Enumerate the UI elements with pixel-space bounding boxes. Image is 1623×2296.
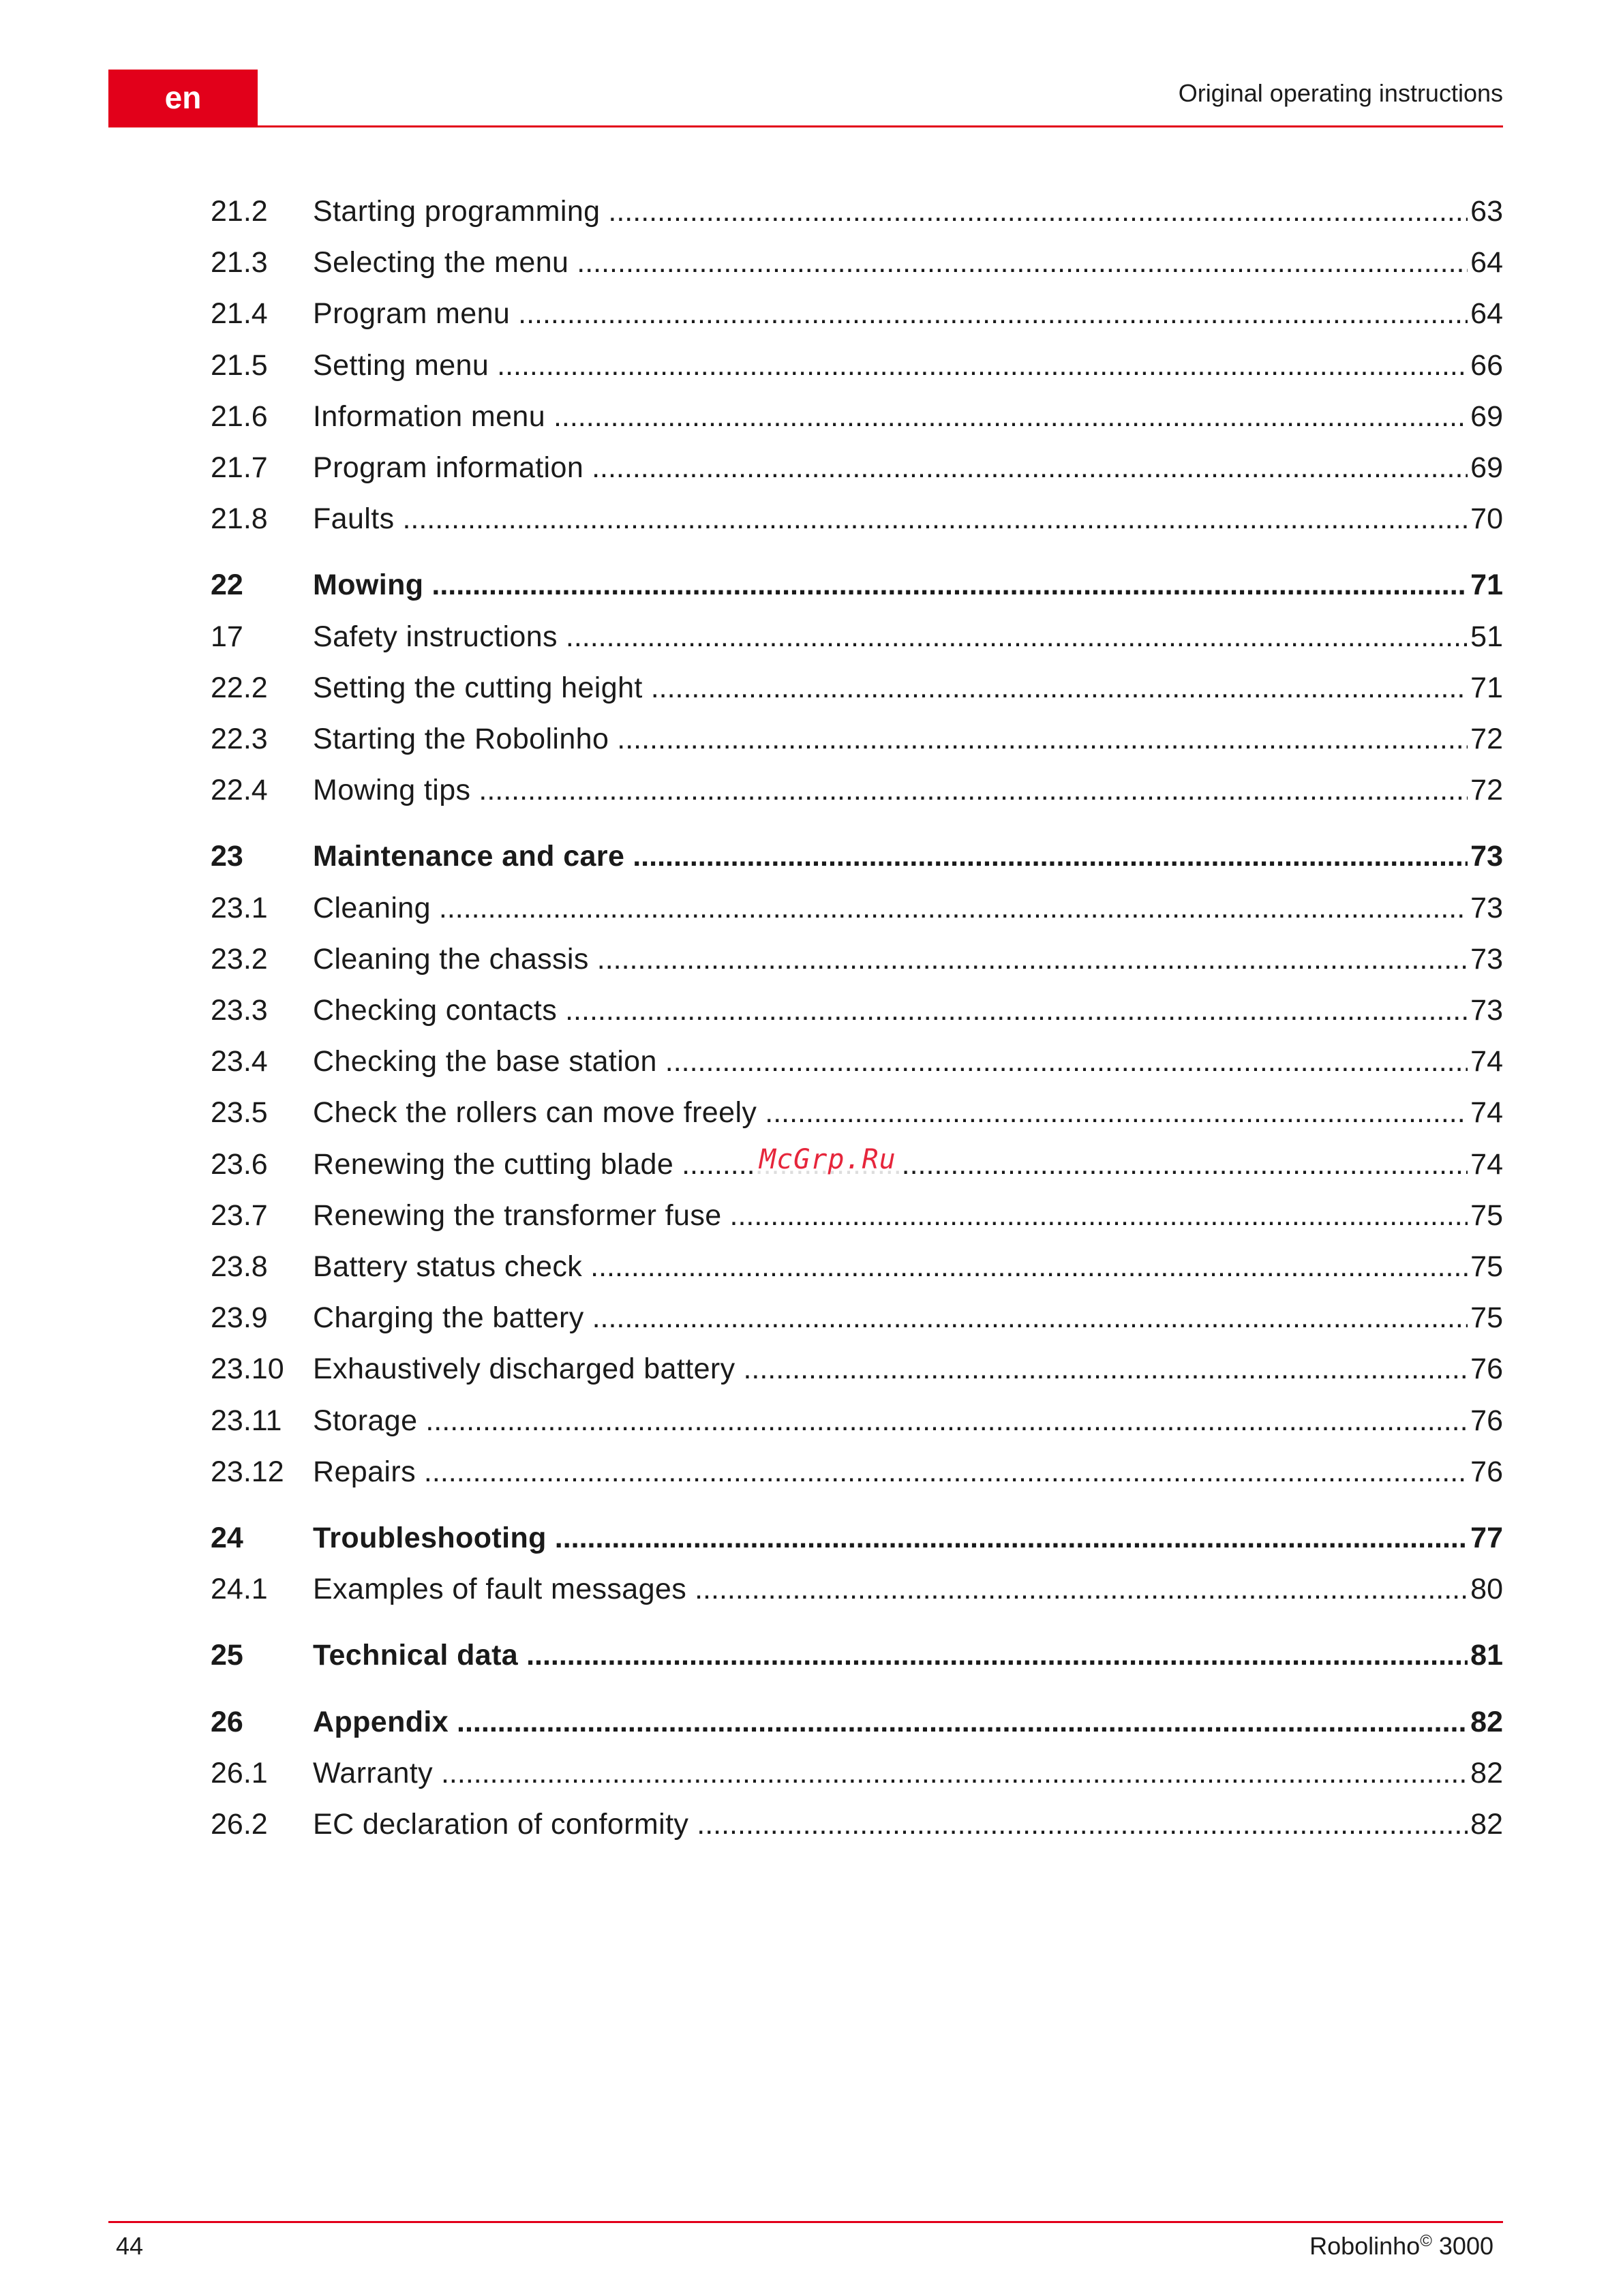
toc-entry[interactable] — [211, 498, 1503, 539]
toc-page-number: 63 — [1470, 195, 1503, 228]
toc-page-number: 51 — [1470, 620, 1503, 653]
toc-page-number: 75 — [1470, 1301, 1503, 1335]
toc-section-number: 26.1 — [211, 1756, 268, 1789]
toc-section-number: 23.1 — [211, 891, 268, 924]
toc-page-number: 82 — [1470, 1756, 1503, 1789]
toc-section-number: 17 — [211, 620, 243, 653]
toc-entry[interactable] — [211, 990, 1503, 1031]
toc-page-number: 82 — [1470, 1808, 1503, 1841]
toc-entry[interactable] — [211, 836, 1503, 877]
toc-page-number: 71 — [1470, 671, 1503, 704]
toc-page-number: 75 — [1470, 1250, 1503, 1283]
toc-section-title: Troubleshooting ..... — [313, 1517, 1468, 1558]
toc-page-number: 64 — [1470, 297, 1503, 331]
toc-page-number: 74 — [1470, 1147, 1503, 1181]
toc-section-number: 23 — [211, 840, 243, 873]
footer-product-name — [1309, 2232, 1493, 2261]
toc-entry[interactable] — [211, 1348, 1503, 1389]
toc-page-number: 73 — [1470, 994, 1503, 1027]
toc-entry[interactable] — [211, 770, 1503, 811]
toc-section-number: 21.7 — [211, 451, 268, 484]
watermark: McGrp.Ru — [755, 1144, 900, 1175]
header-divider — [108, 125, 1503, 127]
toc-entry[interactable] — [211, 888, 1503, 928]
toc-section-title: Selecting the menu ..... — [313, 242, 1468, 283]
toc-section-number: 23.10 — [211, 1353, 284, 1386]
toc-section-title: Starting programming ..... — [313, 191, 1468, 232]
toc-section-number: 24.1 — [211, 1573, 268, 1606]
toc-section-title: Setting menu ..... — [313, 345, 1468, 386]
toc-section-number: 24 — [211, 1522, 243, 1554]
toc-section-title: Mowing tips ..... — [313, 770, 1468, 811]
toc-entry[interactable] — [211, 1297, 1503, 1338]
toc-section-title: Technical data ..... — [313, 1635, 1468, 1676]
toc-entry[interactable] — [211, 1517, 1503, 1558]
toc-section-number: 21.2 — [211, 195, 268, 228]
toc-page-number: 66 — [1470, 348, 1503, 382]
toc-entry[interactable] — [211, 1092, 1503, 1133]
toc-section-number: 22.4 — [211, 774, 268, 807]
toc-section-number: 26.2 — [211, 1808, 268, 1841]
toc-entry[interactable] — [211, 242, 1503, 283]
toc-section-number: 22 — [211, 569, 243, 602]
toc-section-title: Setting the cutting height ..... — [313, 667, 1468, 708]
toc-entry[interactable] — [211, 293, 1503, 334]
toc-section-number: 23.12 — [211, 1455, 284, 1488]
toc-section-title: Repairs ..... — [313, 1451, 1468, 1492]
toc-section-number: 21.6 — [211, 399, 268, 433]
toc-page-number: 69 — [1470, 451, 1503, 484]
toc-page-number: 74 — [1470, 1096, 1503, 1130]
toc-entry[interactable] — [211, 564, 1503, 605]
toc-section-number: 23.2 — [211, 942, 268, 976]
toc-page-number: 72 — [1470, 774, 1503, 807]
toc-section-title: Check the rollers can move freely ..... — [313, 1092, 1468, 1133]
toc-section-title: Checking contacts ..... — [313, 990, 1468, 1031]
toc-entry[interactable] — [211, 1804, 1503, 1845]
document-header-title: Original operating instructions — [1178, 79, 1503, 107]
toc-entry[interactable] — [211, 1702, 1503, 1742]
toc-entry[interactable] — [211, 1753, 1503, 1794]
toc-section-title: Mowing ..... — [313, 564, 1468, 605]
toc-section-title: Charging the battery ..... — [313, 1297, 1468, 1338]
toc-entry[interactable] — [211, 1195, 1503, 1236]
toc-page-number: 73 — [1470, 840, 1503, 873]
toc-page-number: 73 — [1470, 891, 1503, 924]
toc-page-number: 77 — [1470, 1522, 1503, 1554]
toc-entry[interactable] — [211, 719, 1503, 759]
toc-section-number: 23.11 — [211, 1404, 282, 1437]
language-tab: en — [108, 70, 258, 125]
toc-section-number: 25 — [211, 1639, 243, 1672]
toc-section-title: Cleaning ..... — [313, 888, 1468, 928]
toc-entry[interactable] — [211, 1246, 1503, 1287]
toc-entry[interactable] — [211, 447, 1503, 488]
toc-section-number: 21.5 — [211, 348, 268, 382]
toc-page-number: 70 — [1470, 502, 1503, 536]
toc-entry[interactable] — [211, 1635, 1503, 1676]
toc-page-number: 73 — [1470, 942, 1503, 976]
toc-page-number: 71 — [1470, 569, 1503, 602]
toc-section-number: 23.4 — [211, 1045, 268, 1078]
toc-section-title: EC declaration of conformity ..... — [313, 1804, 1468, 1845]
toc-entry[interactable] — [211, 667, 1503, 708]
toc-page-number: 72 — [1470, 723, 1503, 755]
toc-section-title: Checking the base station ..... — [313, 1041, 1468, 1082]
toc-section-number: 23.7 — [211, 1198, 268, 1232]
toc-section-title: Starting the Robolinho ..... — [313, 719, 1468, 759]
toc-section-title: Program menu ..... — [313, 293, 1468, 334]
toc-section-title: Examples of fault messages ..... — [313, 1569, 1468, 1610]
toc-page-number: 76 — [1470, 1404, 1503, 1437]
toc-page-number: 74 — [1470, 1045, 1503, 1078]
toc-entry[interactable] — [211, 1400, 1503, 1441]
toc-entry[interactable] — [211, 345, 1503, 386]
toc-section-number: 26 — [211, 1705, 243, 1738]
toc-page-number: 64 — [1470, 246, 1503, 280]
toc-page-number: 75 — [1470, 1198, 1503, 1232]
footer-page-number: 44 — [116, 2232, 144, 2260]
toc-page-number: 81 — [1470, 1639, 1503, 1672]
toc-page-number: 76 — [1470, 1455, 1503, 1488]
toc-section-title: Exhaustively discharged battery ..... — [313, 1348, 1468, 1389]
toc-section-title: Appendix ..... — [313, 1702, 1468, 1742]
copyright-mark: © — [1420, 2232, 1432, 2250]
toc-entry[interactable] — [211, 1041, 1503, 1082]
toc-section-title: Storage ..... — [313, 1400, 1468, 1441]
toc-section-title: Battery status check ..... — [313, 1246, 1468, 1287]
product-name: Robolinho — [1309, 2232, 1421, 2260]
toc-section-title: Safety instructions ..... — [313, 616, 1468, 657]
toc-section-number: 21.4 — [211, 297, 268, 331]
toc-section-number: 22.3 — [211, 723, 268, 755]
toc-section-title: Program information ..... — [313, 447, 1468, 488]
toc-section-title: Renewing the cutting blade ..... — [313, 1144, 1468, 1185]
toc-entry[interactable] — [211, 616, 1503, 657]
toc-entry[interactable] — [211, 191, 1503, 232]
toc-section-number: 23.3 — [211, 994, 268, 1027]
toc-section-title: Cleaning the chassis ..... — [313, 939, 1468, 980]
toc-section-title: Maintenance and care ..... — [313, 836, 1468, 877]
toc-section-title: Faults ..... — [313, 498, 1468, 539]
toc-section-title: Renewing the transformer fuse ..... — [313, 1195, 1468, 1236]
toc-section-number: 23.5 — [211, 1096, 268, 1130]
toc-page-number: 69 — [1470, 399, 1503, 433]
product-model: 3000 — [1438, 2232, 1493, 2260]
toc-section-title: Warranty ..... — [313, 1753, 1468, 1794]
toc-section-number: 22.2 — [211, 671, 268, 704]
toc-page-number: 76 — [1470, 1353, 1503, 1386]
toc-section-title: Information menu ..... — [313, 396, 1468, 437]
toc-entry[interactable] — [211, 396, 1503, 437]
toc-section-number: 23.8 — [211, 1250, 268, 1283]
toc-entry[interactable] — [211, 1569, 1503, 1610]
footer-divider — [108, 2221, 1503, 2223]
toc-section-number: 21.8 — [211, 502, 268, 536]
toc-section-number: 23.6 — [211, 1147, 268, 1181]
toc-page-number: 82 — [1470, 1705, 1503, 1738]
toc-section-number: 21.3 — [211, 246, 268, 280]
toc-entry[interactable] — [211, 939, 1503, 980]
toc-entry[interactable] — [211, 1451, 1503, 1492]
toc-section-number: 23.9 — [211, 1301, 268, 1335]
toc-page-number: 80 — [1470, 1573, 1503, 1606]
